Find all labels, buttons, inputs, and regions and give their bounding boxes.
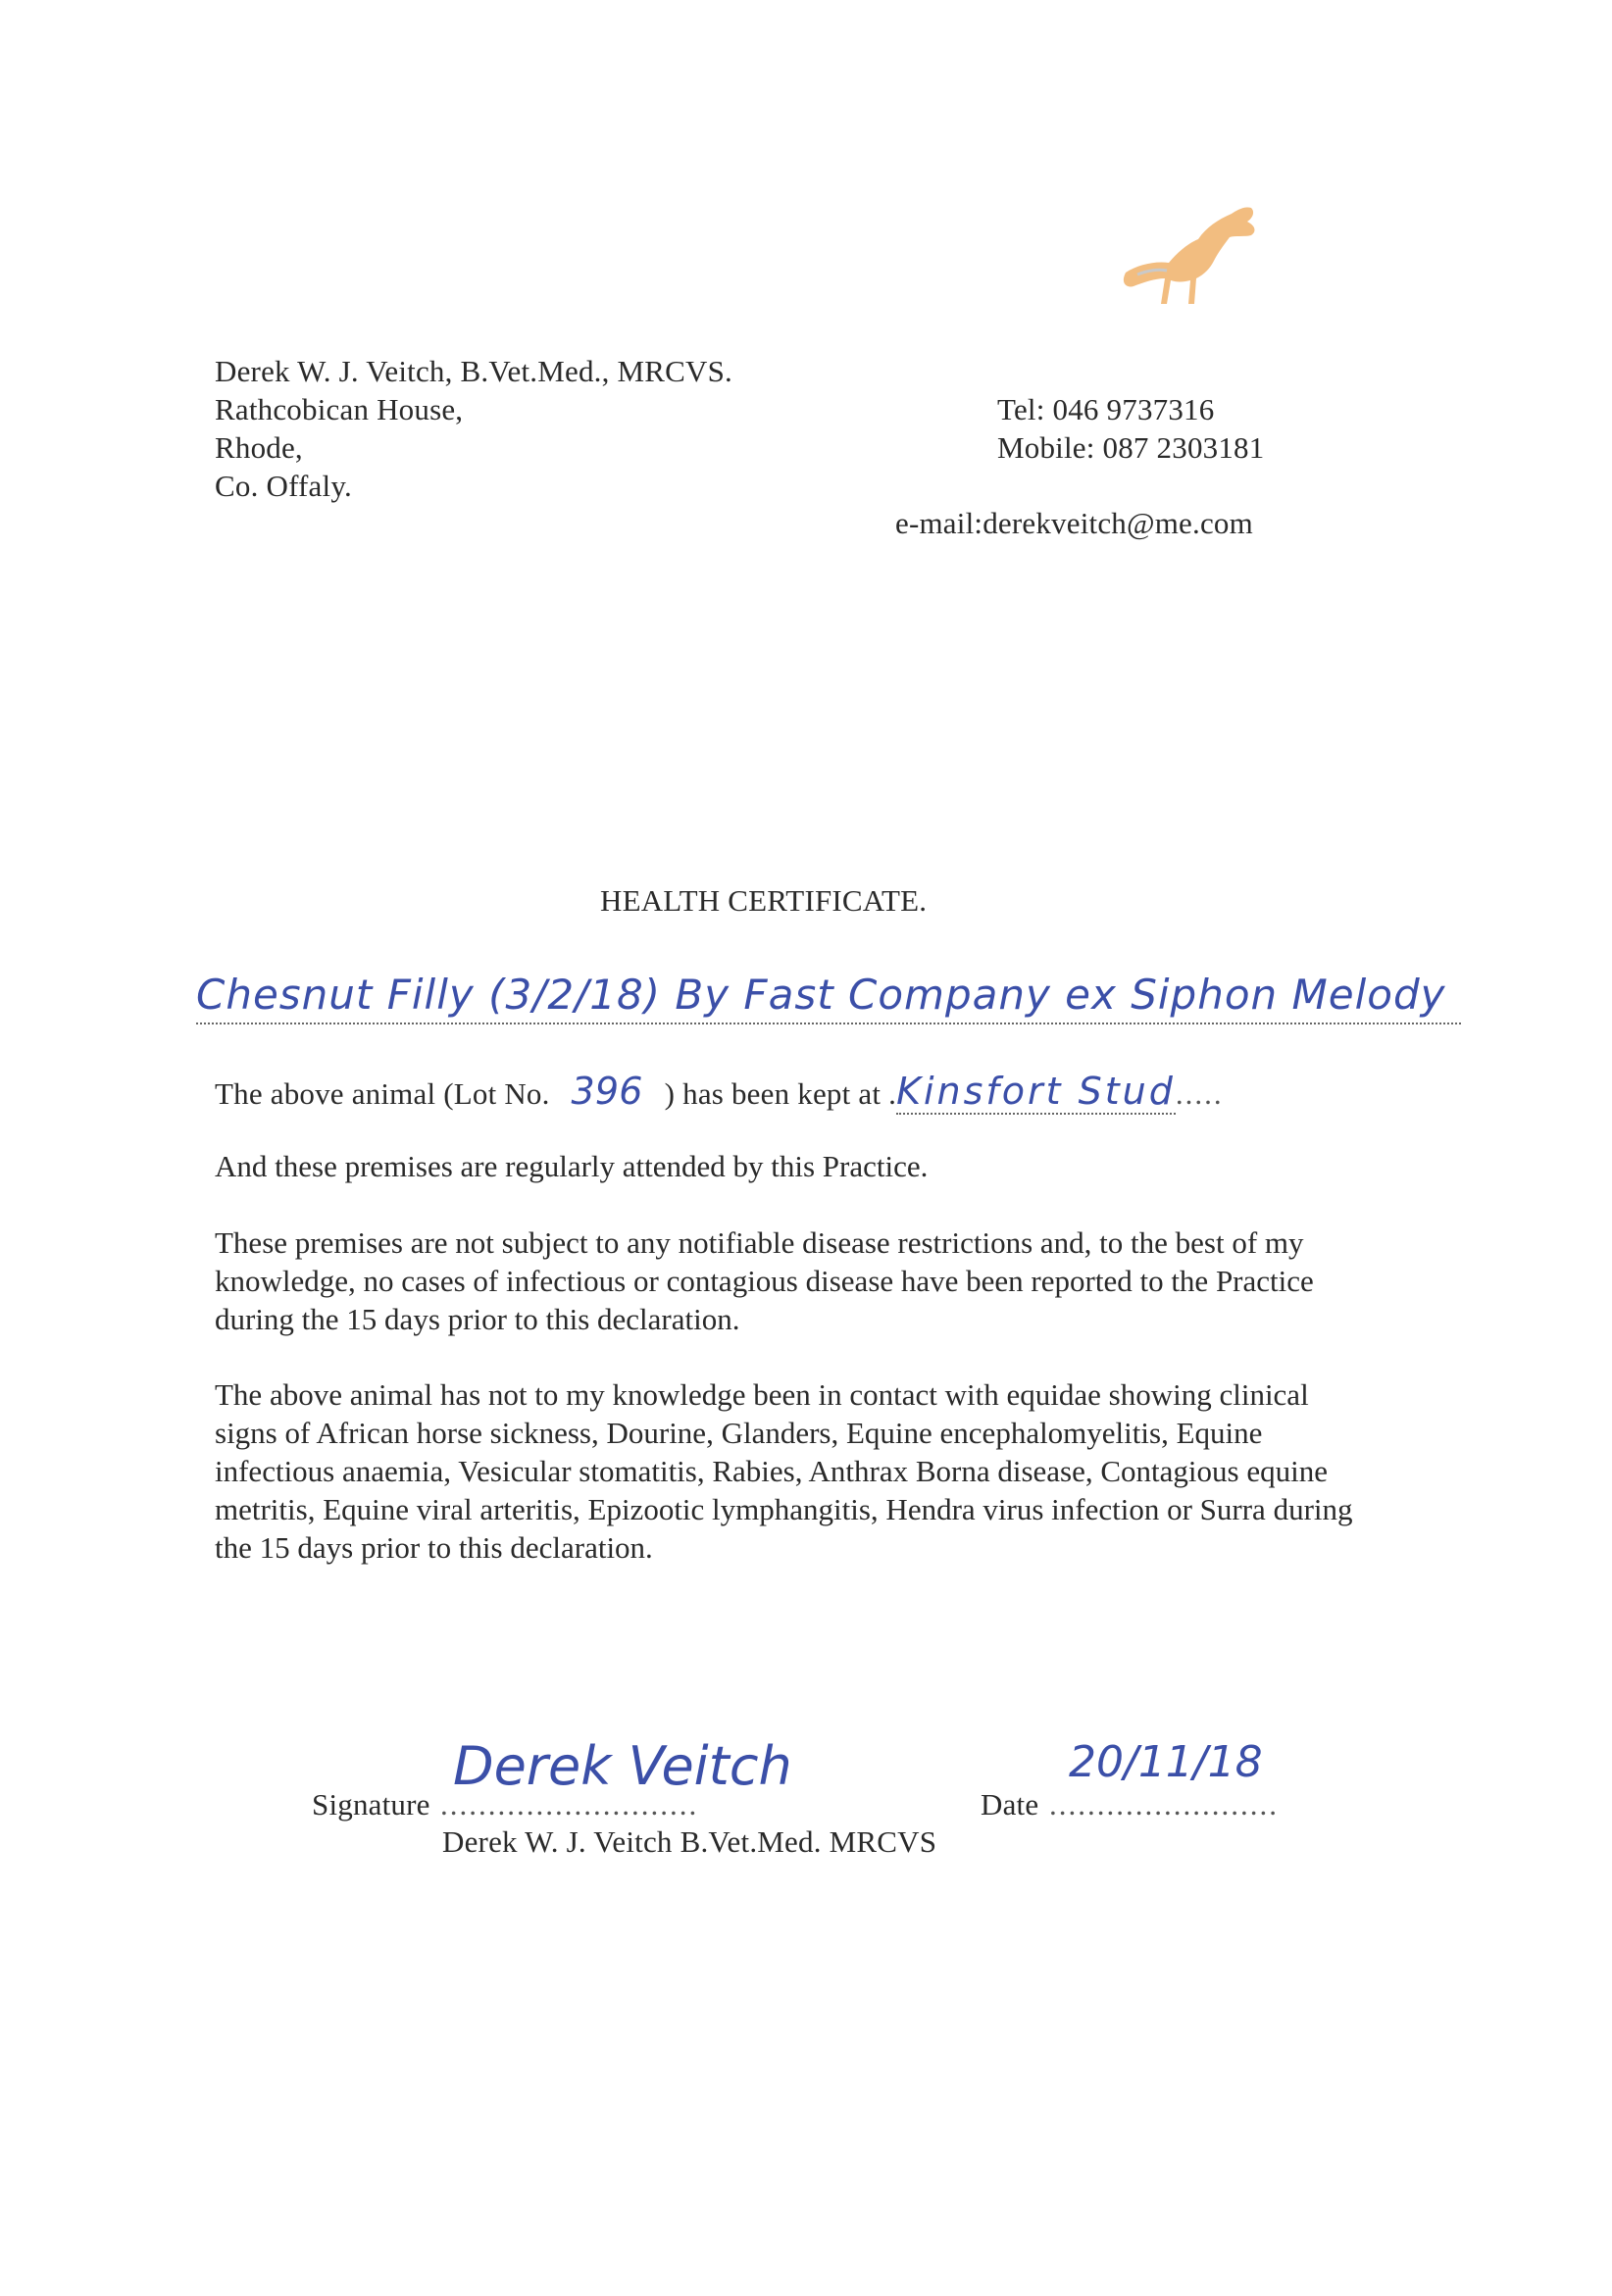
kept-at-handwritten: Kinsfort Stud: [896, 1070, 1176, 1113]
mobile: Mobile: 087 2303181: [997, 430, 1265, 465]
date-dots: ........................: [1049, 1787, 1279, 1822]
address-line-3: Co. Offaly.: [215, 469, 352, 503]
paragraph-premises-attended: And these premises are regularly attended by this Practice.: [215, 1149, 929, 1183]
vet-name: Derek W. J. Veitch, B.Vet.Med., MRCVS.: [215, 354, 733, 388]
handwritten-date: 20/11/18: [1069, 1737, 1263, 1787]
telephone: Tel: 046 9737316: [997, 392, 1215, 426]
horse-logo-icon: [1108, 196, 1265, 314]
signatory-name: Derek W. J. Veitch B.Vet.Med. MRCVS: [442, 1824, 937, 1859]
kept-at-suffix: .....: [1175, 1076, 1224, 1111]
paragraph-no-contact: The above animal has not to my knowledge been in contact with equidae showing clinical signs of African horse sickness, Dourine, Glanders, Equine encephalomyelitis, Equine infectious anaemia, Vesicular stomatitis, Rabies, Anthrax Borna disease, Contagious equine metritis, Equine viral arteritis, Epizootic lymphangitis, Hendra virus infection or Surra during the 15 days prior to this declaration.: [215, 1377, 1353, 1565]
address-line-2: Rhode,: [215, 430, 303, 465]
paragraph-no-restrictions: These premises are not subject to any notifiable disease restrictions and, to the best of my knowledge, no cases of infectious or contagious disease have been reported to the Practice during the 15 days prior to this declaration.: [215, 1225, 1314, 1336]
handwritten-animal-description: Chesnut Filly (3/2/18) By Fast Company ex Siphon Melody: [196, 971, 1461, 1024]
email: e-mail:derekveitch@me.com: [895, 506, 1253, 540]
address-line-1: Rathcobican House,: [215, 392, 464, 426]
lot-prefix: The above animal (Lot No.: [215, 1076, 550, 1111]
signature-dots: ...........................: [440, 1787, 699, 1822]
certificate-title: HEALTH CERTIFICATE.: [600, 883, 928, 918]
signature-label: Signature: [312, 1787, 430, 1822]
lot-line: [215, 1070, 1224, 1113]
lot-number-handwritten: 396: [571, 1070, 643, 1113]
date-label: Date: [981, 1787, 1039, 1822]
handwritten-signature: Derek Veitch: [453, 1735, 792, 1797]
kept-at-prefix: ) has been kept at .: [664, 1076, 897, 1111]
